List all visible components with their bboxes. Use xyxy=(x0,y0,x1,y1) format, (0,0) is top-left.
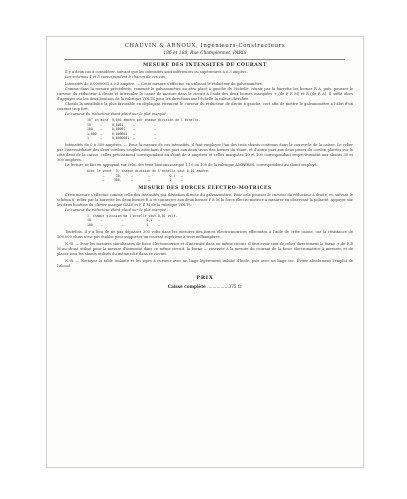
table-row: Avec le shunt 3, chaque division de l'échelle vaut 0,01 ampère. xyxy=(87,168,210,173)
paragraph: Il y a deux cas à considérer, suivant que les intensités sont inférieures ou supérieures à 0,3 ampère. xyxy=(65,70,248,74)
paragraph: N.-B. — Nettoyer la table isolante et les ripes à curseur avec un linge légèrement imbibé d'huile, puis avec un linge sec. Éviter absolument l'emploi de l'alcool. xyxy=(57,258,353,268)
paragraph: Intensités de 0,0000001 à 0,3 ampère. — Cette mesure s'effectue en utilisant le réducteur du galvanomètre. xyxy=(65,82,263,86)
price-line xyxy=(57,284,353,289)
shunt-table xyxy=(87,169,353,183)
paragraph: Toutefois, il y a lieu de ne pas dépasser 300 volts dans les mesures des forces électro-motrices effectuées à l'aide de cette caisse, car la résistance de 100.000 ohms n'est pas établie pour supporter un courant supérieur à trois milliampères. xyxy=(57,229,353,239)
document-page xyxy=(46,36,364,468)
table-row: 1.000 — 0,000001 — — xyxy=(87,131,157,136)
price-label: Caisse complète xyxy=(167,283,206,289)
paragraph: Les schémas 4 et 5 correspondent à chacun de ces cas. xyxy=(65,75,166,79)
section-title-forces: MESURE DES FORCES ÉLECTRO-MOTRICES xyxy=(138,185,272,191)
divider xyxy=(65,59,345,60)
table-row: 10 — — 0,1 — xyxy=(87,218,160,223)
price-dots: ............... xyxy=(207,283,228,289)
price-value: 375 fr. xyxy=(228,283,243,289)
section-title-intensites: MESURE DES INTENSITÉS DE COURANT xyxy=(143,63,267,68)
paragraph: Cette mesure s'effectue comme celle des intensités par déviation directe du galvanomètre. Pour cela pousser le curseur du réducteur à droite, et, suivant le schéma 6, relier par la barrette les deux bornes R A et connecter aux deux bornes F E M la force électro-motrice à mesurer en observant la polarité. Appuyer sur les deux boutons du clavier marqué GALV et F E M de la rubrique VOLTS. xyxy=(57,192,353,207)
table-row: 1 — 0,0000001 — — xyxy=(87,136,157,141)
table-row: 10° on aura 0,001 ampère par chaque division de l'échelle. xyxy=(87,118,201,122)
firm-name: CHAUVIN & ARNOUX, Ingénieurs-Constructeurs xyxy=(124,43,286,49)
paragraph: Comme dans la mesure précédente, ramener le galvanomètre au zéro placé à gauche de l'échelle, réunir par la barrette les bornes R A, puis, pousser le curseur du réducteur à droite et intercaler la canne de mesure dans le circuit à l'aide des deux bornes marquées + (de F E M) et R (de R A). Il suffit alors d'appuyer sur les deux boutons de la rubrique VOLTS pour les directions sur l'échelle la valeur cherchée. xyxy=(57,87,353,101)
price-title: PRIX xyxy=(196,274,214,281)
paragraph: Intensités de 0 à 300 ampères. — Pour la mesure de ces intensités, il faut employer l'un des trois shunts contenus dans le couvercle de la caisse. Le relier par l'intermédiaire des deux cordons souples attachant d'une part aux deux trous des bornes du shunt, et d'autre part aux deux prises du cordon placées sur le côté droit de la caisse, celles précisément correspondant au shunt de 3 ampères et celles marquées 10 et 100 correspondant respectivement aux shunts 30 et 300 ampères. xyxy=(57,142,353,162)
paragraph: La lecture se fait en appuyant sur celui des trois boutons marqué 1,10 ou 100 de la rubrique AMPÈRES, correspondant au shunt employé. xyxy=(65,162,318,167)
sensitivity-table-2 xyxy=(87,214,353,228)
table-row: 1 chaque division de l'échelle vaut 0,01 volt. xyxy=(87,213,178,218)
sensitivity-table-1 xyxy=(87,118,353,141)
paragraph: Choisir la sensibilité la plus favorable en déplaçant vivement le curseur du réducteur de droite à gauche, ceci afin de mettre le galvanomètre à l'abri d'un courant trop fort. xyxy=(57,102,353,111)
table-row: 10 — 0,0001 — — xyxy=(87,122,157,127)
paragraph: Le curseur du réducteur étant placé sur le plot marqué : xyxy=(65,207,169,212)
table-row: — 300, — — 1 — xyxy=(87,178,183,183)
table-row: 100 — 0,00001 — — xyxy=(87,127,157,132)
table-row: 100 — — 1 — xyxy=(87,222,160,227)
table-row: — 30, — — 0,1 — xyxy=(87,173,183,178)
paragraph: N.-B. — Pour les mesures simultanées de force électromotrice et d'intensité dans un même circuit, il faut avoir soin de relier directement la borne + de F E M au shunt utilisé pour la mesure d'intensité dans ce même circuit, la borne — réservée à la mesure du courant de la force électromotrice à mesurer, et de placer tous les shunts utilisés du même côté dans ce circuit. xyxy=(57,241,353,256)
paragraph: Le curseur du réducteur étant placé sur le plot marqué : xyxy=(65,112,169,116)
firm-address: 186 et 188, Rue Championnet, PARIS xyxy=(163,51,247,56)
